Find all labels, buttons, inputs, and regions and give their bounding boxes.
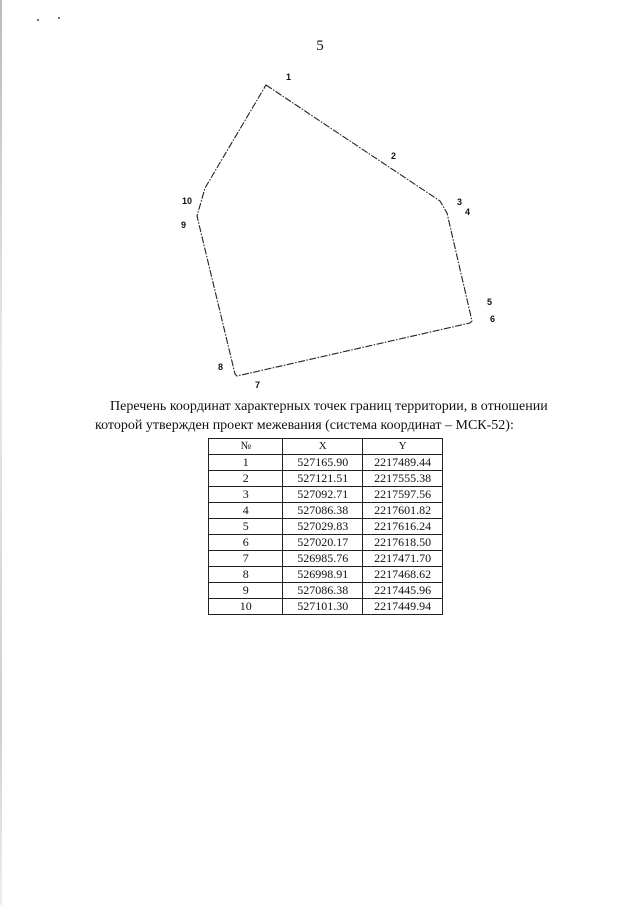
cell-y: 2217555.38 <box>363 471 443 487</box>
cell-x: 527029.83 <box>283 519 363 535</box>
cell-number: 2 <box>209 471 283 487</box>
cell-number: 1 <box>209 455 283 471</box>
cell-y: 2217601.82 <box>363 503 443 519</box>
table-header-row <box>209 439 443 455</box>
caption-line-1: Перечень координат характерных точек границ территории, в отношении <box>110 399 548 414</box>
cell-number: 7 <box>209 551 283 567</box>
point-label-5: 5 <box>487 297 493 307</box>
header-number: № <box>209 439 283 455</box>
coordinates-caption <box>95 397 588 435</box>
cell-x: 527121.51 <box>283 471 363 487</box>
table-row <box>209 583 443 599</box>
table-row <box>209 503 443 519</box>
cell-number: 3 <box>209 487 283 503</box>
point-label-2: 2 <box>391 151 397 161</box>
table-row <box>209 471 443 487</box>
cell-y: 2217618.50 <box>363 535 443 551</box>
point-label-9: 9 <box>181 220 187 230</box>
point-label-1: 1 <box>286 72 292 82</box>
cell-x: 526985.76 <box>283 551 363 567</box>
point-label-3: 3 <box>457 197 463 207</box>
caption-line-2: которой утвержден проект межевания (система координат – МСК-52): <box>95 418 514 433</box>
point-label-10: 10 <box>182 196 193 206</box>
cell-x: 527020.17 <box>283 535 363 551</box>
cell-number: 8 <box>209 567 283 583</box>
boundary-polygon <box>197 85 472 376</box>
point-label-6: 6 <box>490 314 496 324</box>
table-row <box>209 519 443 535</box>
cell-y: 2217449.94 <box>363 599 443 615</box>
cell-number: 9 <box>209 583 283 599</box>
cell-number: 10 <box>209 599 283 615</box>
cell-number: 6 <box>209 535 283 551</box>
cell-x: 527101.30 <box>283 599 363 615</box>
territory-boundary-plan <box>0 0 640 400</box>
point-label-4: 4 <box>465 207 471 217</box>
point-label-8: 8 <box>218 362 224 372</box>
cell-x: 527165.90 <box>283 455 363 471</box>
table-row <box>209 551 443 567</box>
point-label-7: 7 <box>255 380 261 390</box>
header-y: Y <box>363 439 443 455</box>
cell-y: 2217616.24 <box>363 519 443 535</box>
coordinates-table <box>208 438 443 615</box>
table-row <box>209 567 443 583</box>
cell-x: 527086.38 <box>283 583 363 599</box>
cell-number: 5 <box>209 519 283 535</box>
cell-x: 526998.91 <box>283 567 363 583</box>
cell-y: 2217468.62 <box>363 567 443 583</box>
cell-y: 2217471.70 <box>363 551 443 567</box>
table-row <box>209 535 443 551</box>
table-row <box>209 599 443 615</box>
cell-number: 4 <box>209 503 283 519</box>
table-row <box>209 487 443 503</box>
cell-y: 2217489.44 <box>363 455 443 471</box>
table-row <box>209 455 443 471</box>
cell-x: 527086.38 <box>283 503 363 519</box>
page-number: 5 <box>316 38 324 54</box>
cell-y: 2217445.96 <box>363 583 443 599</box>
cell-y: 2217597.56 <box>363 487 443 503</box>
header-x: X <box>283 439 363 455</box>
cell-x: 527092.71 <box>283 487 363 503</box>
